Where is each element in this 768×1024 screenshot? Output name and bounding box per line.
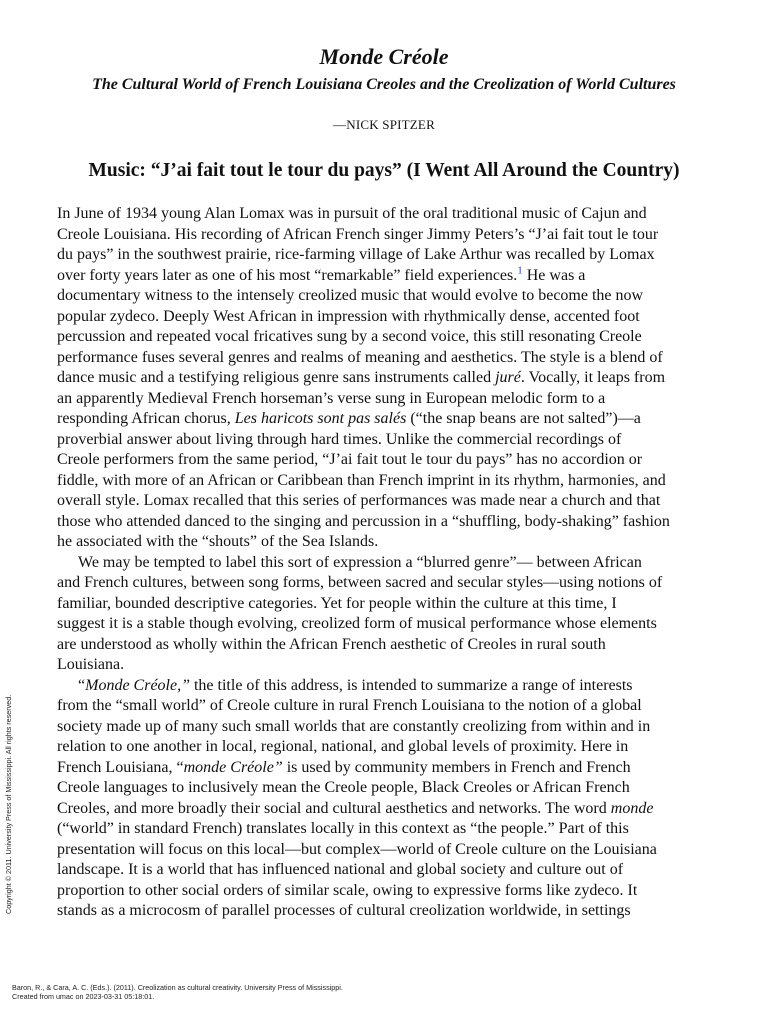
text-run: He was a: [522, 266, 586, 284]
body-line: proportion to other social orders of similar scale, owing to expressive forms like zydeco. It: [57, 881, 638, 899]
body-text: [57, 204, 721, 922]
body-line: Creole languages to inclusively mean the Creole people, Black Creoles or African French: [57, 779, 630, 796]
body-line: society made up of many such small worlds that are constantly creolizing from within and in: [57, 717, 651, 735]
text-run: over forty years later as one of his most “remarkable” field experiences.: [57, 266, 518, 284]
body-line: proverbial answer about living through hard times. Unlike the commercial recordings of: [57, 430, 622, 448]
body-line: overall style. Lomax recalled that this series of performances was made near a church and that: [57, 492, 661, 509]
body-line: In June of 1934 young Alan Lomax was in pursuit of the oral traditional music of Cajun and: [57, 205, 647, 222]
body-line: du pays” in the southwest prairie, rice-farming village of Lake Arthur was recalled by Lomax: [57, 246, 655, 263]
citation-footer: [12, 983, 343, 1001]
body-line: [57, 266, 721, 287]
body-line: from the “small world” of Creole culture in rural French Louisiana to the notion of a global: [57, 697, 642, 714]
body-line: [57, 758, 721, 779]
copyright-text: Copyright © 2011. University Press of Mississippi. All rights reserved.: [4, 694, 13, 914]
body-line: relation to one another in local, regional, national, and global levels of proximity. Here in: [57, 738, 629, 755]
body-line: presentation will focus on this local—but complex—world of Creole culture on the Louisiana: [57, 840, 657, 858]
body-line: We may be tempted to label this sort of expression a “blurred genre”— between African: [78, 553, 642, 571]
italic-term: Les haricots sont pas salés: [234, 410, 407, 427]
text-run: . Vocally, it leaps from: [520, 369, 666, 386]
body-line: fiddle, with more of an African or Caribbean than French imprint in its rhythm, harmonies, and: [57, 471, 666, 489]
body-line: Creole Louisiana. His recording of African French singer Jimmy Peters’s “J’ai fait tout le tour: [57, 225, 659, 243]
text-run: the title of this address, is intended to summarize a range of interests: [189, 676, 633, 694]
body-line: are understood as wholly within the African French aesthetic of Creoles in rural south: [57, 635, 606, 653]
body-line: popular zydeco. Deeply West African in impression with rhythmically dense, accented foot: [57, 307, 640, 325]
created-text: Created from umac on 2023-03-31 05:18:01.: [12, 992, 155, 1001]
text-run: responding African chorus,: [57, 410, 235, 427]
body-line: stands as a microcosm of parallel processes of cultural creolization worldwide, in settings: [57, 902, 631, 919]
citation-text: Baron, R., & Cara, A. C. (Eds.). (2011). Creolization as cultural creativity. University Press of Mississippi.: [12, 983, 343, 992]
body-line: [57, 799, 721, 820]
italic-term: juré: [495, 369, 521, 386]
text-run: French Louisiana, “: [57, 758, 184, 776]
italic-term: Monde Créole,”: [85, 676, 190, 694]
body-line: performance fuses several genres and realms of meaning and aesthetics. The style is a blend of: [57, 348, 663, 366]
body-line: those who attended danced to the singing and percussion in a “shuffling, body-shaking” fashion: [57, 512, 670, 530]
body-line: [57, 368, 721, 389]
body-line: and French cultures, between song forms, between sacred and secular styles—using notions of: [57, 574, 663, 591]
body-line: Creole performers from the same period, “J’ai fait tout le tour du pays” has no accordion or: [57, 451, 643, 468]
body-line: [57, 676, 721, 697]
article-title: Monde Créole: [319, 44, 449, 69]
article-subtitle: The Cultural World of French Louisiana Creoles and the Creolization of World Cultures: [92, 76, 676, 93]
body-line: he associated with the “shouts” of the Sea Islands.: [57, 533, 379, 550]
footnote-link[interactable]: 1: [517, 264, 523, 277]
body-line: Louisiana.: [57, 656, 125, 673]
text-run: is used by community members in French and French: [282, 758, 631, 776]
body-line: (“world” in standard French) translates locally in this context as “the people.” Part of this: [57, 820, 629, 837]
body-line: landscape. It is a world that has influenced national and global society and culture out of: [57, 861, 624, 878]
text-run: Creoles, and more broadly their social and cultural aesthetics and networks. The word: [57, 799, 611, 817]
body-line: [57, 409, 721, 430]
body-line: documentary witness to the intensely creolized music that would evolve to become the now: [57, 287, 644, 304]
text-run: (“the snap beans are not salted”)—a: [406, 410, 641, 427]
italic-term: monde Créole”: [183, 758, 283, 776]
body-line: familiar, bounded descriptive categories. Yet for people within the culture at this time, I: [57, 594, 617, 612]
italic-term: monde: [610, 799, 654, 817]
body-line: percussion and repeated vocal fricatives sung by a second voice, this still resonating Creole: [57, 328, 642, 345]
body-line: suggest it is a stable though evolving, creolized form of musical performance whose elements: [57, 615, 657, 632]
section-heading: Music: “J’ai fait tout le tour du pays” (I Went All Around the Country): [88, 160, 680, 181]
author-byline: —NICK SPITZER: [333, 117, 435, 132]
text-run: dance music and a testifying religious genre sans instruments called: [57, 369, 496, 386]
body-line: an apparently Medieval French horseman’s verse sung in European melodic form to a: [57, 389, 606, 407]
copyright-sidebar: [4, 688, 16, 918]
text-run: “: [78, 676, 86, 694]
